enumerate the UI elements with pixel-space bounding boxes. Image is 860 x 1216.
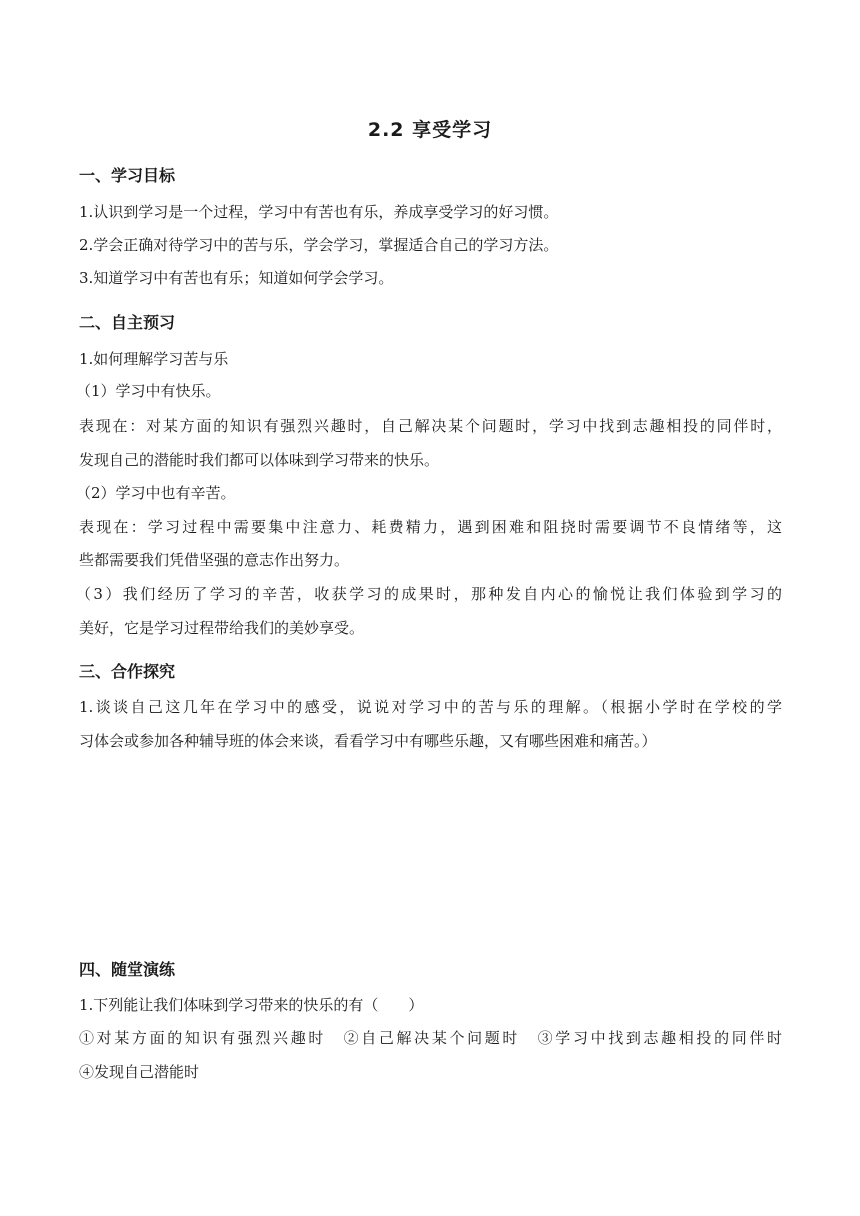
section-heading-practice: 四、随堂演练 — [79, 960, 176, 979]
practice-options-line-1: ①对某方面的知识有强烈兴趣时 ②自己解决某个问题时 ③学习中找到志趣相投的同伴时 — [79, 1029, 782, 1047]
preview-point-2-desc-line-1: 表现在：学习过程中需要集中注意力、耗费精力，遇到困难和阻挠时需要调节不良情绪等，这 — [79, 518, 782, 536]
goal-item-3: 3.知道学习中有苦也有乐；知道如何学会学习。 — [79, 269, 394, 287]
preview-point-2: （2）学习中也有辛苦。 — [76, 484, 236, 502]
goal-item-1: 1.认识到学习是一个过程，学习中有苦也有乐，养成享受学习的好习惯。 — [79, 203, 559, 221]
section-heading-preview: 二、自主预习 — [79, 313, 176, 332]
explore-question-line-2: 习体会或参加各种辅导班的体会来谈，看看学习中有哪些乐趣，又有哪些困难和痛苦。） — [79, 732, 657, 750]
preview-point-1-desc-line-1: 表现在：对某方面的知识有强烈兴趣时，自己解决某个问题时，学习中找到志趣相投的同伴时， — [79, 417, 782, 435]
preview-point-1: （1）学习中有快乐。 — [76, 382, 221, 400]
explore-question-line-1: 1.谈谈自己这几年在学习中的感受，说说对学习中的苦与乐的理解。（根据小学时在学校的学 — [79, 698, 782, 716]
preview-question-1: 1.如何理解学习苦与乐 — [79, 350, 229, 368]
practice-options-line-2: ④发现自己潜能时 — [79, 1063, 200, 1081]
page-title: 2.2 享受学习 — [367, 119, 493, 141]
section-heading-explore: 三、合作探究 — [79, 662, 176, 681]
preview-point-3-line-1: （3）我们经历了学习的辛苦，收获学习的成果时，那种发自内心的愉悦让我们体验到学习的 — [76, 585, 782, 603]
preview-point-1-desc-line-2: 发现自己的潜能时我们都可以体味到学习带来的快乐。 — [79, 451, 440, 469]
section-heading-goals: 一、学习目标 — [79, 166, 176, 185]
preview-point-3-line-2: 美好，它是学习过程带给我们的美妙享受。 — [79, 619, 365, 637]
goal-item-2: 2.学会正确对待学习中的苦与乐，学会学习，掌握适合自己的学习方法。 — [79, 236, 559, 254]
practice-question-1: 1.下列能让我们体味到学习带来的快乐的有（ ） — [79, 996, 424, 1014]
preview-point-2-desc-line-2: 些都需要我们凭借坚强的意志作出努力。 — [79, 551, 350, 569]
